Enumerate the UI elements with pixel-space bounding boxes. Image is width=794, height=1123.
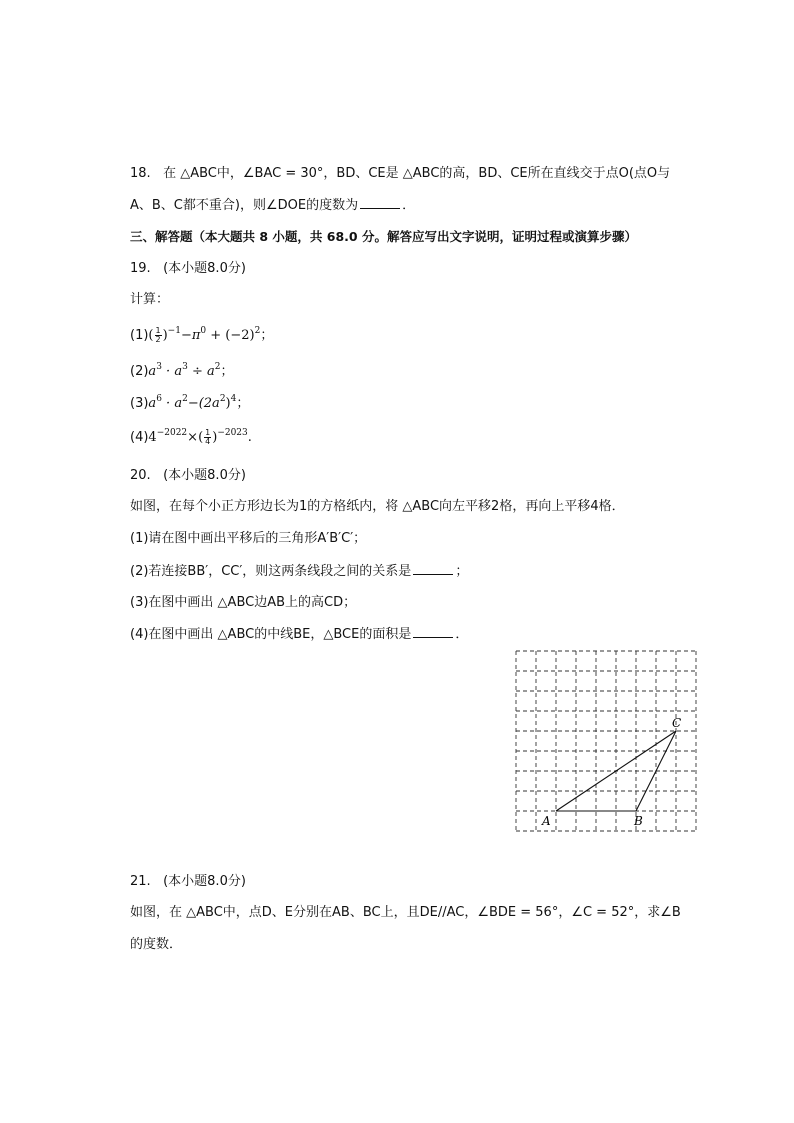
q18-text-line1: 在 △ABC中，∠BAC = 30°，BD、CE是 △ABC的高，BD、CE所在直线交于点O(点O与 [163, 166, 671, 181]
q21-line1: 如图，在 △ABC中，点D、E分别在AB、BC上，且DE//AC，∠BDE = 56°，∠C = 52°，求∠B [130, 905, 681, 920]
q20-part4 [130, 624, 468, 645]
q18-number: 18. [130, 166, 151, 181]
q20-part2-end: ； [455, 564, 469, 579]
item-label: (1) [130, 328, 149, 343]
answer-blank [413, 561, 453, 575]
q19-number: 19. [130, 261, 151, 276]
q19-score: (本小题8.0分) [163, 261, 246, 276]
q20-part3: (3)在图中画出 △ABC边AB上的高CD； [130, 595, 357, 610]
section-title: 三、解答题（本大题共 8 小题，共 68.0 分。解答应写出文字说明，证明过程或演算步骤） [130, 229, 637, 244]
item-label: (2) [130, 364, 149, 379]
q20-part2 [130, 561, 468, 582]
point-label-a: A [542, 814, 551, 828]
q21-score: (本小题8.0分) [163, 874, 246, 889]
q20-part4-text: (4)在图中画出 △ABC的中线BE，△BCE的面积是 [130, 627, 412, 642]
q18-text-line2: A、B、C都不重合)，则∠DOE的度数为 [130, 198, 359, 213]
q19-header [130, 259, 246, 279]
point-label-c: C [672, 716, 682, 730]
item-label: (3) [130, 396, 149, 411]
q20-intro: 如图，在每个小正方形边长为1的方格纸内，将 △ABC向左平移2格，再向上平移4格． [130, 499, 625, 514]
point-label-b: B [634, 814, 643, 828]
fraction: $\frac{1}{2}$ [155, 326, 161, 344]
q18-line1 [130, 164, 670, 184]
q20-part2-text: (2)若连接BB′，CC′，则这两条线段之间的关系是 [130, 564, 412, 579]
q20-number: 20. [130, 468, 151, 483]
q19-item2: $(2)a^3 \cdot a^3 \div a^2$； [130, 362, 234, 379]
q18-end: ． [402, 198, 416, 213]
answer-blank [360, 195, 400, 209]
q20-part4-end: ． [455, 627, 469, 642]
q20-part1: (1)请在图中画出平移后的三角形A′B′C′； [130, 531, 367, 546]
fraction: $\frac{1}{4}$ [205, 428, 211, 446]
grid-lines [516, 651, 696, 831]
q21-number: 21. [130, 874, 151, 889]
q20-score: (本小题8.0分) [163, 468, 246, 483]
q19-item3: $(3)a^6 \cdot a^2-(2a^2)^4$； [130, 394, 250, 411]
item-label: (4) [130, 430, 149, 445]
q19-intro: 计算： [130, 292, 170, 307]
q18-line2 [130, 195, 415, 216]
q20-header [130, 466, 246, 486]
q19-item4: $(4)4^{-2022}\times$( $\frac{1}{4}$ )$^{-2023}$. [130, 428, 252, 446]
q21-line2: 的度数． [130, 937, 183, 952]
q19-item1: (1)( $\frac{1}{2}$ )$^{-1}-\pi^0 + (-2)^2$； [130, 326, 274, 344]
answer-blank [413, 624, 453, 638]
grid-figure [510, 648, 702, 834]
q21-header [130, 872, 246, 892]
